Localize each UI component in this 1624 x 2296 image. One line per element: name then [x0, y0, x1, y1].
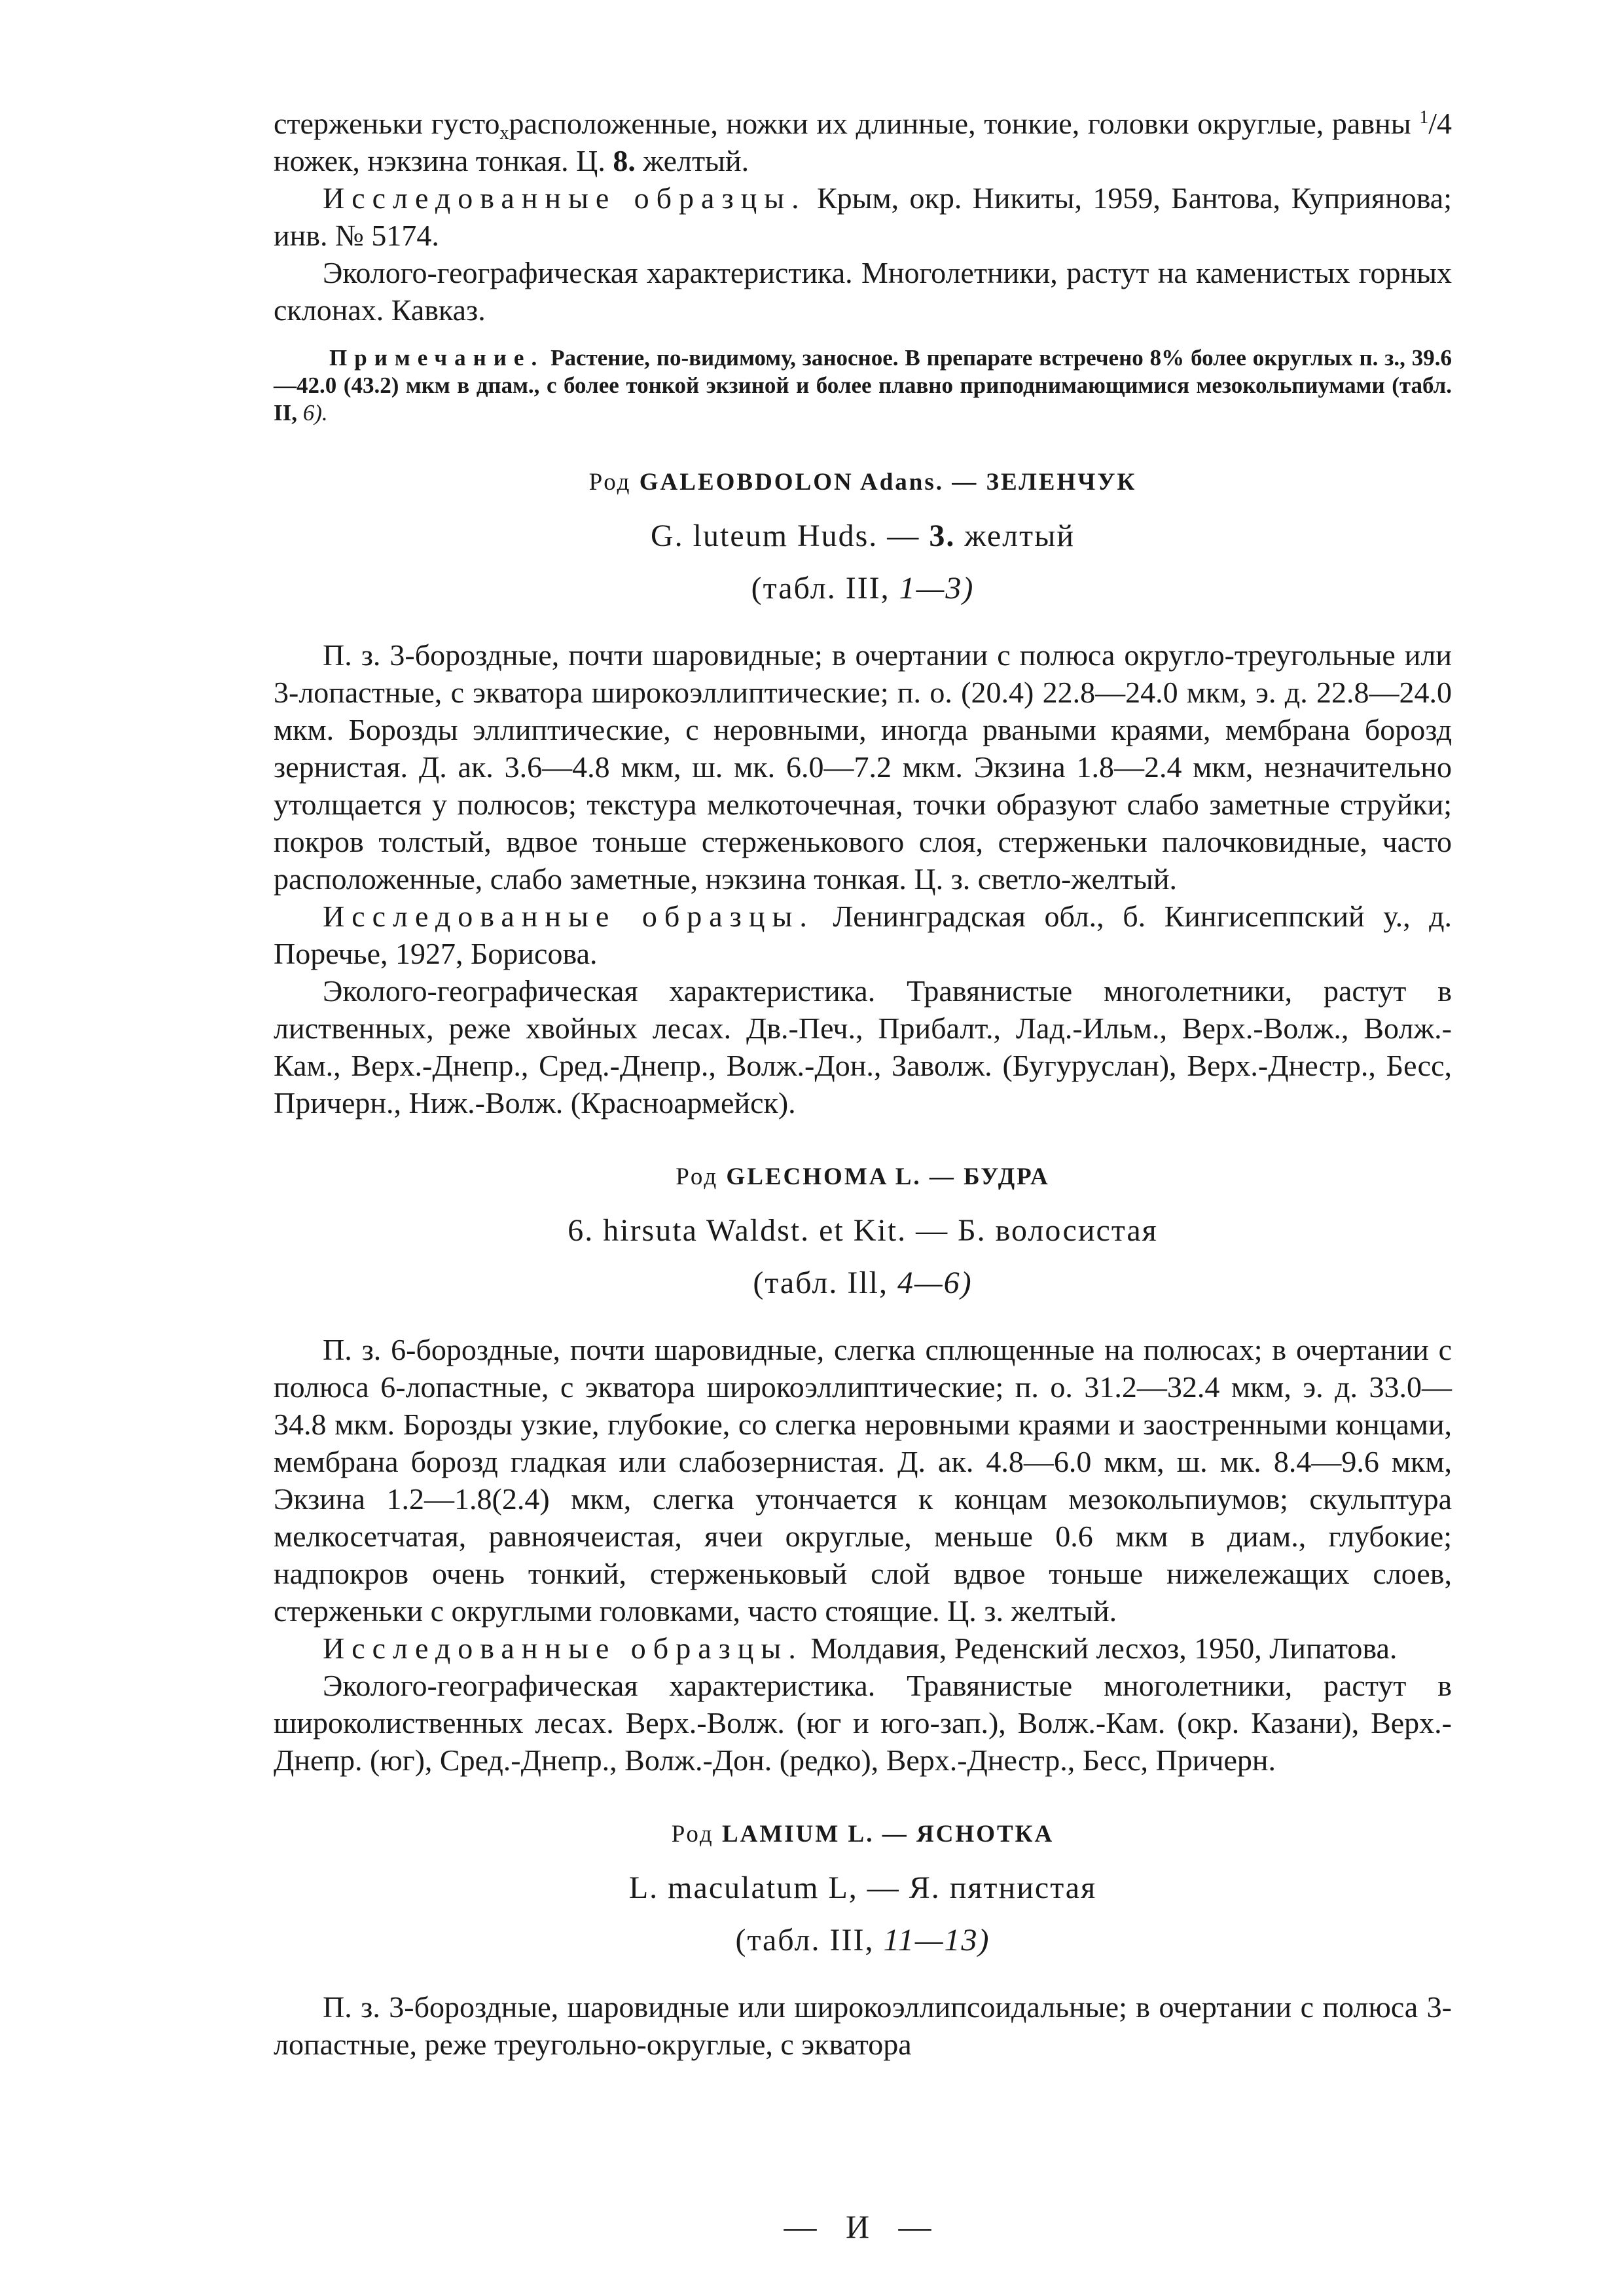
specimens-paragraph: Исследованные образцы. Крым, окр. Никиты, 1959, Бантова, Куприянова; инв. № 5174. — [274, 181, 1452, 252]
specimens-label: Исследованные образцы. — [323, 181, 806, 215]
specimens-label: Исследованные образцы. — [323, 1631, 803, 1665]
specimens-paragraph: Исследованные образцы. Молдавия, Реденский лесхоз, 1950, Липатова. — [323, 1631, 1398, 1665]
note-paragraph: Примечание. Растение, по-видимому, заносное. В препарате встречено 8% более округлых п. з., 39.6—42.0 (43.2) мкм в дпам., с более тонкой экзиной и более плавно приподнимающимися мезокольпиумами (табл. II, 6). — [274, 345, 1453, 426]
plate-reference: (табл. Ill, 4—6) — [753, 1266, 973, 1300]
genus-heading: Род LAMIUM L. — ЯСНОТКА — [671, 1821, 1055, 1848]
plate-reference: (табл. III, 11—13) — [735, 1923, 990, 1958]
specimens-label: Исследованные образцы. — [323, 900, 814, 933]
plate-reference: (табл. III, 1—3) — [751, 571, 975, 606]
ecology-paragraph: Эколого-географическая характеристика. Многолетники, растут на каменистых горных склонах. Кавказ. — [274, 256, 1452, 327]
description-paragraph: П. з. 3-бороздные, почти шаровидные; в очертании с полюса округло-треугольные или 3-лопастные, с экватора широкоэллиптические; п. о. (20.4) 22.8—24.0 мкм, э. д. 22.8—24.0 мкм. Борозды эллиптические, с неровными, иногда рваными краями, мембрана борозд зернистая. Д. ак. 3.6—4.8 мкм, ш. мк. 6.0—7.2 мкм. Экзина 1.8—2.4 мкм, незначительно утолщается у полюсов; текстура мелкоточечная, точки образуют слабо заметные струйки; покров толстый, вдвое тоньше стерженькового слоя, стерженьки палочковидные, часто расположенные, слабо заметные, нэкзина тонкая. Ц. з. светло-желтый. — [274, 638, 1452, 896]
specimens-paragraph: Исследованные образцы. Ленинградская обл., б. Кингисеппский у., д. Поречье, 1927, Борисова. — [274, 900, 1453, 970]
ecology-paragraph: Эколого-географическая характеристика. Травянистые многолетники, растут в лиственных, реже хвойных лесах. Дв.-Печ., Прибалт., Лад.-Ильм., Верх.-Волж., Волж.-Кам., Верх.-Днепр., Сред.-Днепр., Волж.-Дон., Заволж. (Бугуруслан), Верх.-Днестр., Бесс, Причерн., Ниж.-Волж. (Красноармейск). — [274, 974, 1452, 1120]
description-paragraph: П. з. 3-бороздные, шаровидные или широкоэллипсоидальные; в очертании с полюса 3-лопастные, реже треугольно-округлые, с экватора — [274, 1990, 1452, 2061]
genus-heading: Род GLECHOMA L. — БУДРА — [676, 1163, 1050, 1190]
species-title: L. maculatum L, — Я. пятнистая — [628, 1870, 1097, 1905]
species-title: 6. hirsuta Waldst. et Kit. — Б. волосистая — [568, 1213, 1158, 1248]
ecology-paragraph: Эколого-географическая характеристика. Травянистые многолетники, растут в широколиственных лесах. Верх.-Волж. (юг и юго-зап.), Волж.-Кам. (окр. Казани), Верх.-Днепр. (юг), Сред.-Днепр., Волж.-Дон. (редко), Верх.-Днестр., Бесс, Причерн. — [274, 1669, 1452, 1777]
description-paragraph: П. з. 6-бороздные, почти шаровидные, слегка сплющенные на полюсах; в очертании с полюса 6-лопастные, с экватора широкоэллиптические; п. о. 31.2—32.4 мкм, э. д. 33.0—34.8 мкм. Борозды узкие, глубокие, со слегка неровными краями и заостренными концами, мембрана борозд гладкая или слабозернистая. Д. ак. 4.8—6.0 мкм, ш. мк. 8.4—9.6 мкм, Экзина 1.2—1.8(2.4) мкм, слегка утончается к концам мезокольпиумов; скульптура мелкосетчатая, равноячеистая, ячеи округлые, меньше 0.6 мкм в диам., глубокие; надпокров очень тонкий, стерженьковый слой вдвое тоньше нижележащих слоев, стерженьки с округлыми головками, часто стоящие. Ц. з. желтый. — [274, 1333, 1452, 1628]
genus-heading: Род GALEOBDOLON Adans. — ЗЕЛЕНЧУК — [588, 469, 1137, 496]
page-number: — И — — [784, 2208, 942, 2245]
continued-paragraph: стерженьки густо$_х$расположенные, ножки их длинные, тонкие, головки округлые, равны $^1$/4 ножек, нэкзина тонкая. Ц. 8. желтый. — [274, 107, 1453, 177]
document-page — [274, 105, 1452, 2259]
species-title: G. luteum Huds. — 3. желтый — [650, 519, 1075, 553]
note-label: Примечание. — [329, 345, 545, 371]
